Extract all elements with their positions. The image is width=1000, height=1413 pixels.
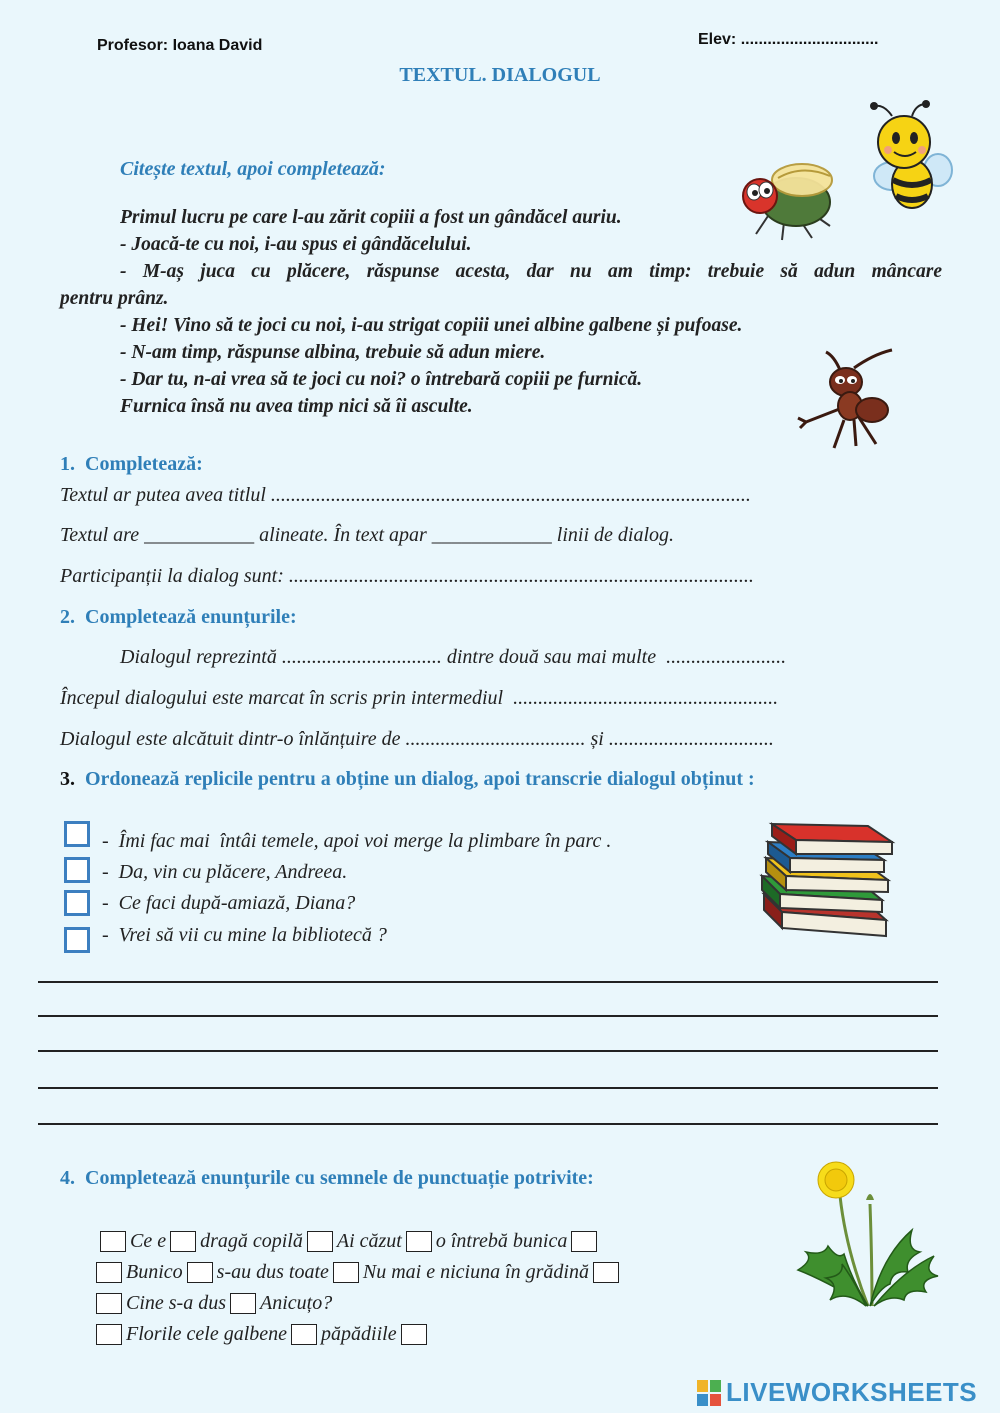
sentence-fragment: Bunico (126, 1260, 183, 1283)
sentence-fragment: dragă copilă (200, 1229, 303, 1252)
q2-dialog-structure[interactable]: Dialogul este alcătuit dintr-o înlănțuire de .................................... și ................................. (60, 728, 774, 750)
story-line: Primul lucru pe care l-au zărit copiii a fost un gândăcel auriu. (120, 207, 622, 228)
punctuation-row (96, 1322, 431, 1346)
bee-illustration (862, 100, 954, 218)
order-checkbox[interactable] (64, 890, 90, 916)
sentence-fragment: Ai căzut (336, 1229, 402, 1252)
punctuation-row (96, 1291, 332, 1315)
answer-line[interactable] (38, 1050, 938, 1052)
story-line: Furnica însă nu avea timp nici să îi asculte. (120, 396, 473, 417)
q4-number: 4. (60, 1167, 75, 1189)
q1-title: Completează: (85, 453, 203, 475)
q1-counts-answer[interactable]: Textul are ___________ alineate. În text apar ____________ linii de dialog. (60, 524, 675, 546)
liveworksheets-logo (696, 1377, 977, 1408)
answer-line[interactable] (38, 1015, 938, 1017)
q2-number: 2. (60, 606, 75, 628)
q2-dialog-definition[interactable]: Dialogul reprezintă ................................ dintre două sau mai multe ........................ (120, 646, 787, 668)
q1-title-answer[interactable]: Textul ar putea avea titlul ................................................................................................ (60, 484, 751, 506)
liveworksheets-icon (696, 1379, 722, 1407)
order-checkbox[interactable] (64, 857, 90, 883)
answer-line[interactable] (38, 1087, 938, 1089)
q1-number: 1. (60, 453, 75, 475)
story-line: - Dar tu, n-ai vrea să te joci cu noi? o întrebară copiii pe furnică. (120, 369, 643, 390)
story-line: - M-aș juca cu plăcere, răspunse acesta, dar nu am timp: trebuie să adun mâncare (120, 261, 942, 282)
punctuation-box[interactable] (401, 1324, 427, 1345)
q2-dialog-start[interactable]: Începul dialogului este marcat în scris prin intermediul ..................................................... (60, 687, 779, 709)
page-title: TEXTUL. DIALOGUL (399, 64, 601, 86)
dialog-line: - Vrei să vii cu mine la bibliotecă ? (102, 924, 387, 946)
punctuation-box[interactable] (96, 1293, 122, 1314)
q3-number: 3. (60, 768, 75, 790)
books-illustration (758, 820, 898, 946)
reading-instruction: Citește textul, apoi completează: (120, 158, 386, 180)
order-checkbox[interactable] (64, 821, 90, 847)
answer-line[interactable] (38, 981, 938, 983)
punctuation-box[interactable] (593, 1262, 619, 1283)
punctuation-box[interactable] (100, 1231, 126, 1252)
punctuation-box[interactable] (307, 1231, 333, 1252)
sentence-fragment: Nu mai e niciuna în grădină (362, 1260, 589, 1283)
teacher-name: Profesor: Ioana David (97, 37, 263, 54)
q1-participants-answer[interactable]: Participanții la dialog sunt: ............................................................................................. (60, 565, 754, 587)
punctuation-box[interactable] (571, 1231, 597, 1252)
punctuation-box[interactable] (187, 1262, 213, 1283)
story-line: - Hei! Vino să te joci cu noi, i-au strigat copiii unei albine galbene și pufoase. (120, 315, 743, 336)
sentence-fragment: Ce e (130, 1229, 167, 1252)
punctuation-box[interactable] (96, 1324, 122, 1345)
punctuation-row (96, 1260, 623, 1284)
sentence-fragment: Anicuțo? (260, 1291, 333, 1314)
q2-heading (60, 606, 297, 629)
punctuation-box[interactable] (170, 1231, 196, 1252)
student-name-field[interactable]: Elev: ............................... (698, 31, 879, 48)
q4-heading (60, 1167, 594, 1190)
dandelion-illustration (794, 1160, 944, 1320)
answer-line[interactable] (38, 1123, 938, 1125)
ant-illustration (796, 346, 906, 454)
liveworksheets-brand: LIVEWORKSHEETS (726, 1377, 978, 1407)
story-line: pentru prânz. (60, 288, 169, 309)
sentence-fragment: păpădiile (321, 1322, 397, 1345)
punctuation-box[interactable] (333, 1262, 359, 1283)
q1-heading (60, 453, 203, 476)
story-line: - Joacă-te cu noi, i-au spus ei gândăcelului. (120, 234, 472, 255)
story-line: - N-am timp, răspunse albina, trebuie să adun miere. (120, 342, 546, 363)
q3-heading (60, 768, 755, 791)
punctuation-box[interactable] (406, 1231, 432, 1252)
sentence-fragment: Cine s-a dus (126, 1291, 226, 1314)
sentence-fragment: Florile cele galbene (126, 1322, 288, 1345)
q3-title: Ordonează replicile pentru a obține un dialog, apoi transcrie dialogul obținut : (85, 768, 755, 790)
dialog-line: - Ce faci după-amiază, Diana? (102, 892, 356, 914)
beetle-illustration (738, 156, 842, 244)
punctuation-box[interactable] (291, 1324, 317, 1345)
order-checkbox[interactable] (64, 927, 90, 953)
punctuation-box[interactable] (96, 1262, 122, 1283)
punctuation-row (96, 1229, 601, 1253)
q2-title: Completează enunțurile: (85, 606, 297, 628)
dialog-line: - Îmi fac mai întâi temele, apoi voi merge la plimbare în parc . (102, 830, 612, 852)
sentence-fragment: s-au dus toate (216, 1260, 329, 1283)
dialog-line: - Da, vin cu plăcere, Andreea. (102, 861, 348, 883)
q4-title: Completează enunțurile cu semnele de punctuație potrivite: (85, 1167, 594, 1189)
punctuation-box[interactable] (230, 1293, 256, 1314)
sentence-fragment: o întrebă bunica (435, 1229, 568, 1252)
